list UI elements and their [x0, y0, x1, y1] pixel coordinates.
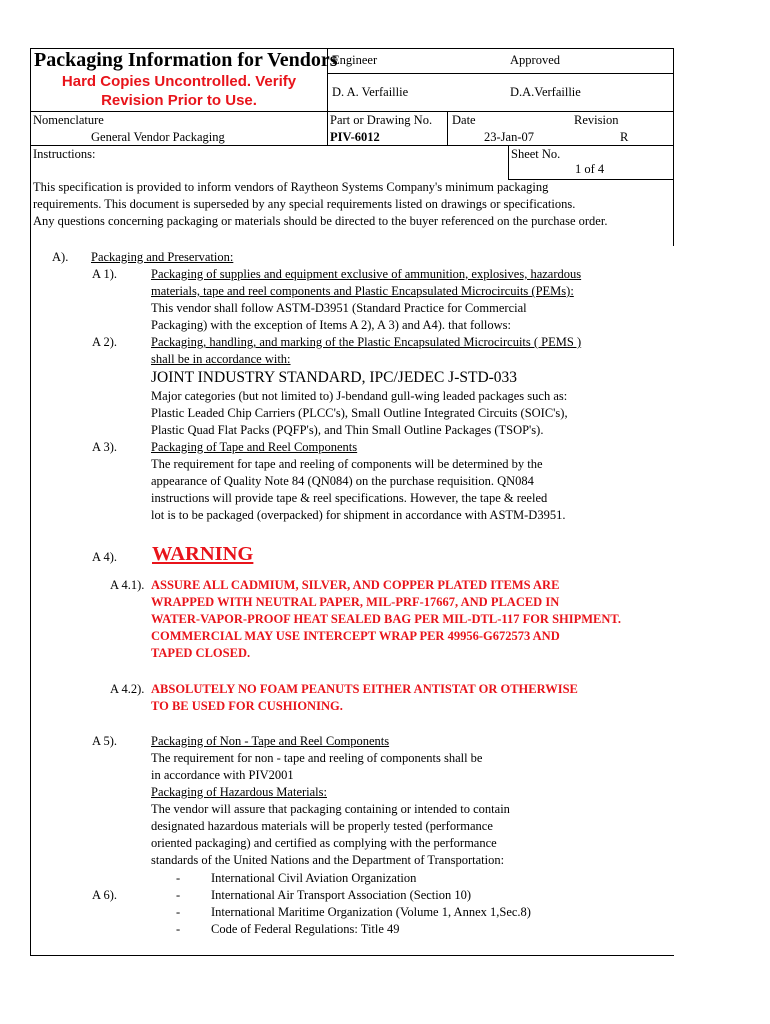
header-right-border: [673, 48, 674, 246]
approved-name: D.A.Verfaillie: [510, 85, 581, 99]
a42-line-2: TO BE USED FOR CUSHIONING.: [151, 699, 343, 713]
a1-heading-line-1: Packaging of supplies and equipment exclusive of ammunition, explosives, hazardous: [151, 267, 582, 281]
header-left-border: [30, 48, 31, 956]
a2-body-line-3: Plastic Quad Flat Packs (PQFP's), and Thin Small Outline Packages (TSOP's).: [151, 423, 544, 437]
revision-label: Revision: [574, 113, 619, 127]
a2-body-line-2: Plastic Leaded Chip Carriers (PLCC's), Small Outline Integrated Circuits (SOIC's),: [151, 406, 568, 420]
a2-label: A 2).: [92, 335, 117, 349]
a5-body-line-2: in accordance with PIV2001: [151, 768, 294, 782]
intro-line-2: requirements. This document is superseded by any special requirements listed on drawings or specifications.: [33, 197, 576, 211]
part-number-label: Part or Drawing No.: [330, 113, 433, 127]
sheet-number-label: Sheet No.: [511, 147, 561, 161]
header-row-line-1: [327, 73, 674, 74]
a6-body-line-3: oriented packaging) and certified as complying with the performance: [151, 836, 497, 850]
uncontrolled-notice-line-2: Revision Prior to Use.: [101, 92, 257, 109]
instructions-label: Instructions:: [33, 147, 96, 161]
a3-body-line-1: The requirement for tape and reeling of components will be determined by the: [151, 457, 543, 471]
warning-heading: WARNING: [152, 543, 254, 565]
a41-line-1: ASSURE ALL CADMIUM, SILVER, AND COPPER PLATED ITEMS ARE: [151, 578, 560, 592]
section-a-label: A).: [52, 250, 69, 264]
a2-heading-line-1: Packaging, handling, and marking of the Plastic Encapsulated Microcircuits ( PEMS ): [151, 335, 582, 349]
page-bottom-border: [30, 955, 674, 956]
a41-line-3: WATER-VAPOR-PROOF HEAT SEALED BAG PER MIL-DTL-117 FOR SHIPMENT.: [151, 612, 621, 626]
nomenclature-label: Nomenclature: [33, 113, 104, 127]
list-item: Code of Federal Regulations: Title 49: [211, 922, 400, 936]
a3-heading: Packaging of Tape and Reel Components: [151, 440, 358, 454]
a41-label: A 4.1).: [110, 578, 145, 592]
document-title: Packaging Information for Vendors: [34, 49, 338, 71]
a1-heading-line-2: materials, tape and reel components and Plastic Encapsulated Microcircuits (PEMs):: [151, 284, 574, 298]
a6-body-line-4: standards of the United Nations and the Department of Transportation:: [151, 853, 505, 867]
engineer-label: Engineer: [332, 53, 378, 67]
engineer-name: D. A. Verfaillie: [332, 85, 409, 99]
a41-line-5: TAPED CLOSED.: [151, 646, 251, 660]
a2-standard-title: JOINT INDUSTRY STANDARD, IPC/JEDEC J-STD-033: [151, 369, 518, 386]
header-divider-vertical-2: [447, 111, 448, 145]
a42-label: A 4.2).: [110, 682, 145, 696]
intro-line-3: Any questions concerning packaging or materials should be directed to the buyer referenced on the purchase order.: [33, 214, 608, 228]
header-row-line-2: [30, 111, 674, 112]
uncontrolled-notice-line-1: Hard Copies Uncontrolled. Verify: [61, 73, 297, 90]
section-a-heading: Packaging and Preservation:: [91, 250, 234, 264]
a3-body-line-2: appearance of Quality Note 84 (QN084) on the purchase requisition. QN084: [151, 474, 534, 488]
a1-body-line-1: This vendor shall follow ASTM-D3951 (Standard Practice for Commercial: [151, 301, 527, 315]
a41-line-4: COMMERCIAL MAY USE INTERCEPT WRAP PER 49956-G672573 AND: [151, 629, 560, 643]
approved-label: Approved: [510, 53, 560, 67]
a5-heading: Packaging of Non - Tape and Reel Components: [151, 734, 390, 748]
a3-label: A 3).: [92, 440, 117, 454]
list-dash: -: [176, 871, 181, 885]
a6-label: A 6).: [92, 888, 117, 902]
a6-heading: Packaging of Hazardous Materials:: [151, 785, 327, 799]
a42-line-1: ABSOLUTELY NO FOAM PEANUTS EITHER ANTISTAT OR OTHERWISE: [151, 682, 578, 696]
part-number-value: PIV-6012: [330, 130, 380, 144]
list-item: International Maritime Organization (Volume 1, Annex 1,Sec.8): [211, 905, 531, 919]
a4-label: A 4).: [92, 550, 117, 564]
a1-label: A 1).: [92, 267, 117, 281]
revision-value: R: [620, 130, 629, 144]
a3-body-line-4: lot is to be packaged (overpacked) for shipment in accordance with ASTM-D3951.: [151, 508, 566, 522]
nomenclature-value: General Vendor Packaging: [91, 130, 225, 144]
intro-line-1: This specification is provided to inform vendors of Raytheon Systems Company's minimum packaging: [33, 180, 549, 194]
a2-heading-line-2: shall be in accordance with:: [151, 352, 291, 366]
a41-line-2: WRAPPED WITH NEUTRAL PAPER, MIL-PRF-17667, AND PLACED IN: [151, 595, 560, 609]
sheet-number-value: 1 of 4: [575, 162, 605, 176]
list-dash: -: [176, 888, 181, 902]
a6-body-line-1: The vendor will assure that packaging containing or intended to contain: [151, 802, 510, 816]
a6-body-line-2: designated hazardous materials will be properly tested (performance: [151, 819, 493, 833]
a2-body-line-1: Major categories (but not limited to) J-bendand gull-wing leaded packages such as:: [151, 389, 568, 403]
a3-body-line-3: instructions will provide tape & reel specifications. However, the tape & reeled: [151, 491, 548, 505]
list-item: International Civil Aviation Organization: [211, 871, 417, 885]
header-divider-vertical-3: [508, 145, 509, 179]
header-row-line-3: [30, 145, 674, 146]
list-dash: -: [176, 922, 181, 936]
a5-body-line-1: The requirement for non - tape and reeling of components shall be: [151, 751, 483, 765]
date-label: Date: [452, 113, 476, 127]
a1-body-line-2: Packaging) with the exception of Items A 2), A 3) and A4). that follows:: [151, 318, 512, 332]
date-value: 23-Jan-07: [484, 130, 534, 144]
a5-label: A 5).: [92, 734, 117, 748]
list-item: International Air Transport Association (Section 10): [211, 888, 472, 902]
list-dash: -: [176, 905, 181, 919]
